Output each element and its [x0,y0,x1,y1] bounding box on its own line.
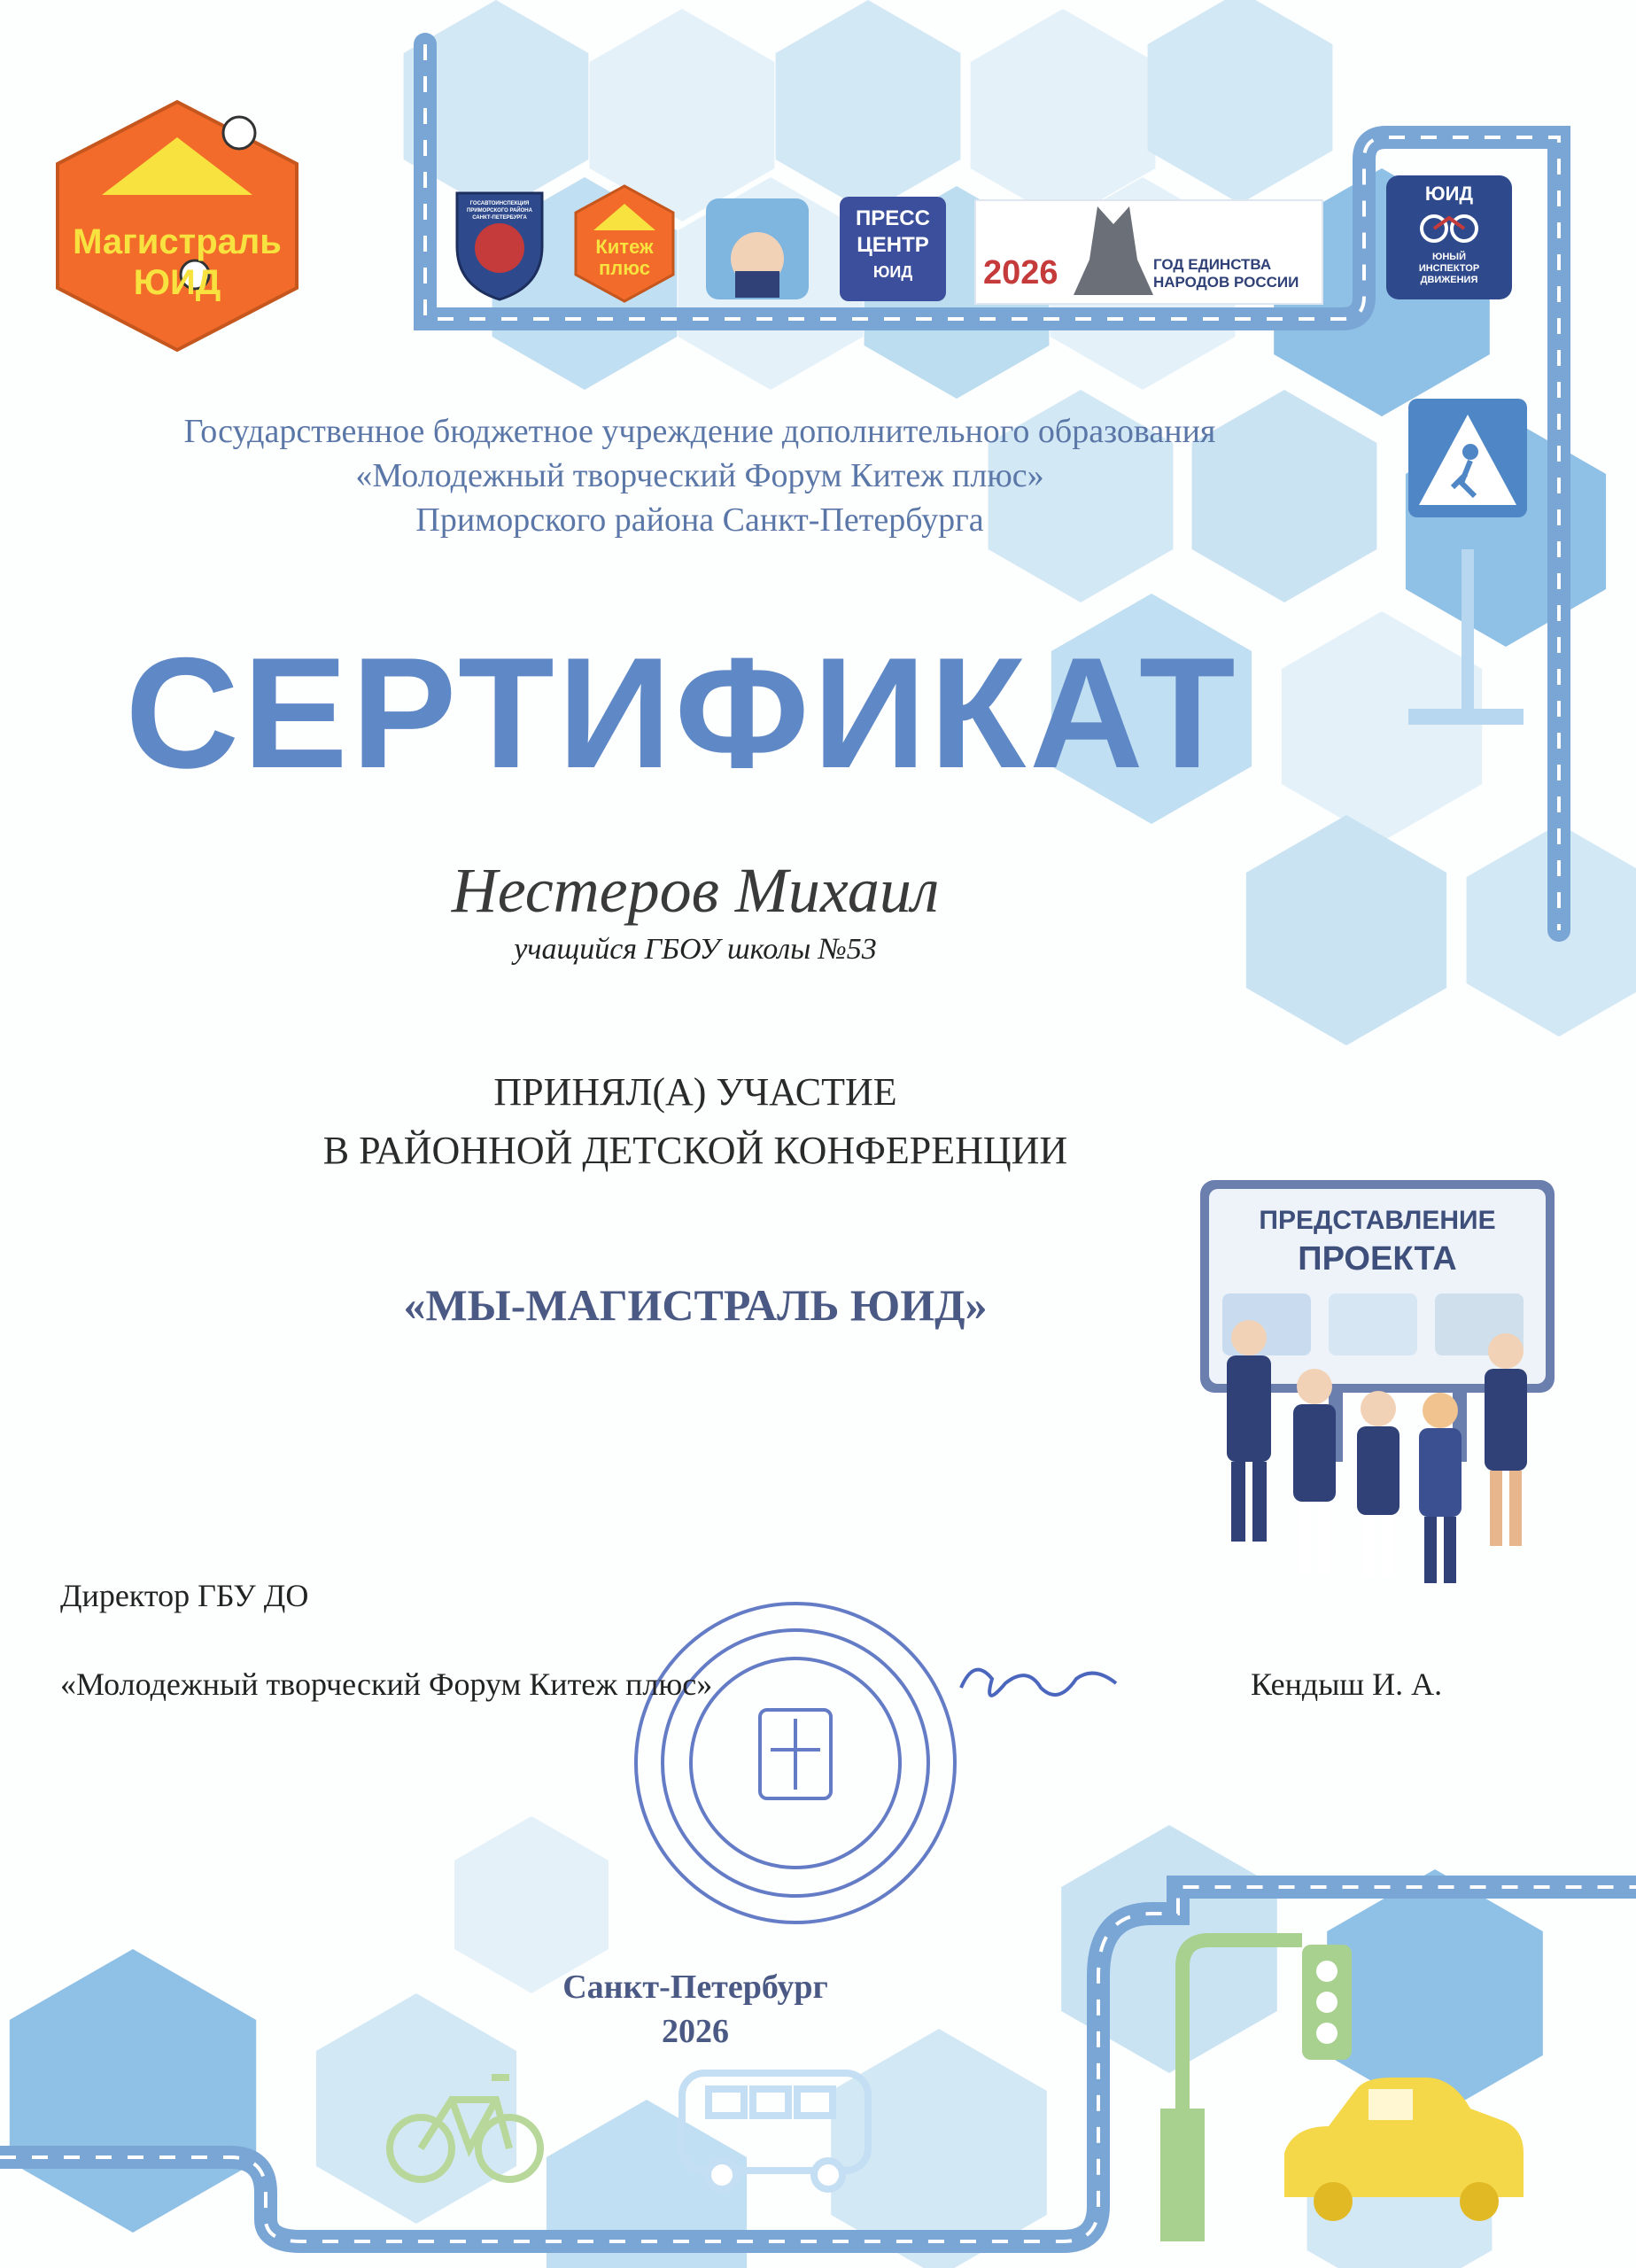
project-board-text [1209,1203,1546,1279]
participation-line2: В РАЙОННОЙ ДЕТСКОЙ КОНФЕРЕНЦИИ [322,1129,1068,1172]
gai-logo [450,184,549,304]
recipient-name: Нестеров Михаил [451,855,940,926]
institution-heading [71,409,1329,542]
kitezh-logo-line1: Китеж [595,236,654,258]
signature-title: Директор ГБУ ДО [60,1578,309,1613]
press-logo-line1: ПРЕСС [856,206,930,230]
official-stamp [636,1604,955,1922]
yuid-logo-title: ЮИД [1424,183,1474,205]
newspaper-badge-icon [704,197,810,301]
yuid-logo-line2: ИНСПЕКТОР [1418,263,1480,274]
project-board-line1: ПРЕДСТАВЛЕНИЕ [1259,1206,1496,1235]
institution-line3: Приморского района Санкт-Петербурга [415,501,984,539]
year-banner-line1: ГОД ЕДИНСТВА [1153,256,1272,273]
year-banner-line2: НАРОДОВ РОССИИ [1153,274,1299,291]
recipient-subtitle: учащийся ГБОУ школы №53 [514,933,877,966]
yuid-logo [1386,175,1512,299]
certificate-title: СЕРТИФИКАТ [125,625,1239,801]
main-logo-text-line1: Магистраль [73,222,282,261]
bicycle-wheels-icon [1418,211,1480,246]
signature-scribble [961,1670,1116,1696]
yuid-logo-line1: ЮНЫЙ [1432,252,1466,262]
monument-icon [1074,206,1153,295]
signature-org: «Молодежный творческий Форум Китеж плюс» [60,1666,713,1702]
press-center-logo [840,197,946,301]
main-logo [49,97,306,354]
footer-year: 2026 [662,2013,729,2050]
institution-line2: «Молодежный творческий Форум Китеж плюс» [355,457,1044,494]
footer-city: Санкт-Петербург [562,1969,828,2006]
signature-name: Кендыш И. А. [1251,1666,1443,1702]
participation-line1: ПРИНЯЛ(А) УЧАСТИЕ [493,1070,897,1114]
gai-logo-text: ГОСАВТОИНСПЕКЦИЯ ПРИМОРСКОГО РАЙОНА САНКТ-ПЕТЕРБУРГА [467,201,532,221]
press-logo-line2: ЦЕНТР [857,233,929,257]
yuid-logo-line3: ДВИЖЕНИЯ [1420,275,1478,285]
conference-name: «МЫ-МАГИСТРАЛЬ ЮИД» [403,1280,988,1330]
institution-line1: Государственное бюджетное учреждение дополнительного образования [183,413,1216,450]
year-of-unity-banner [974,199,1323,305]
project-board-line2: ПРОЕКТА [1298,1240,1457,1278]
press-logo-line3: ЮИД [872,263,913,281]
participation-text [133,1063,1258,1180]
newspaper-logo [704,197,810,301]
year-banner-year: 2026 [983,254,1058,291]
kitezh-logo [571,182,678,306]
main-logo-text-line2: ЮИД [133,263,221,302]
kitezh-logo-line2: плюс [599,257,650,279]
